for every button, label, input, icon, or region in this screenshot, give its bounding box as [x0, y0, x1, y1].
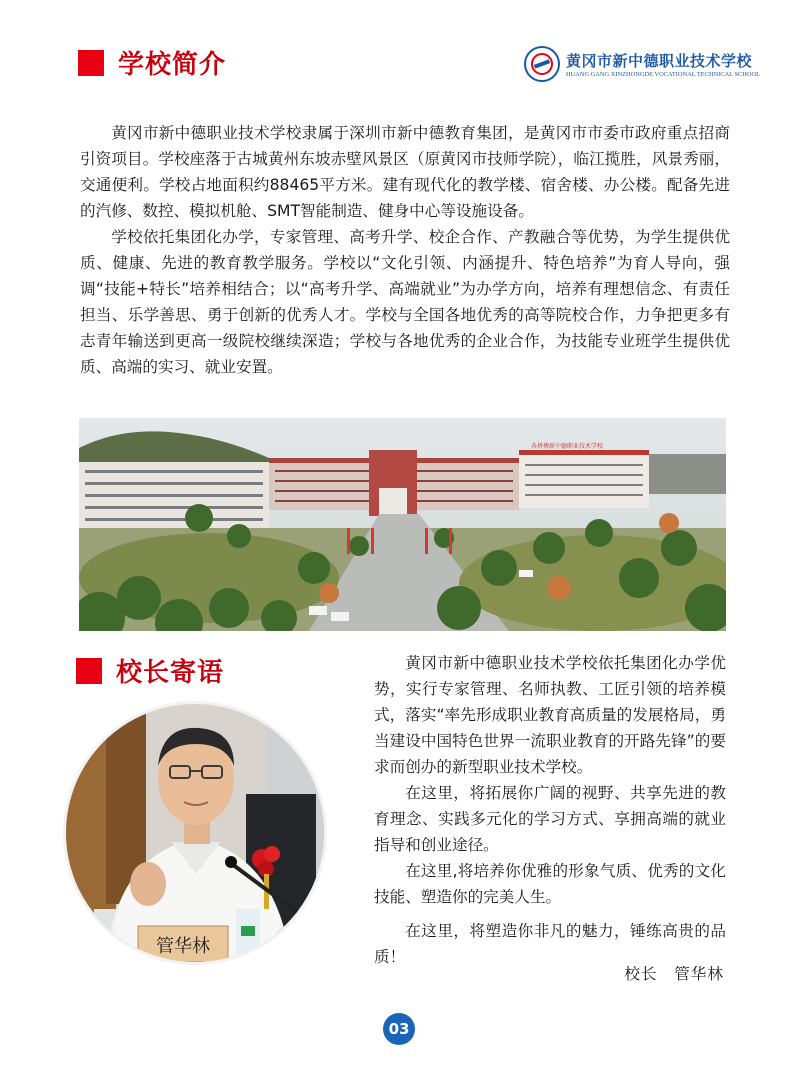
section-title: 学校简介 — [118, 50, 227, 80]
intro-paragraph: 学校依托集团化办学，专家管理、高考升学、校企合作、产教融合等优势，为学生提供优质、健康、先进的教育教学服务。学校以“文化引领、内涵提升、特色培养”为育人导向，强调“技能+特长”培养相结合；以“高考升学、高端就业”为办学方向，培养有理想信念、有责任担当、乐学善思、勇于创新的优秀人才。学校与全国各地优秀的高等院校合作，力争把更多有志青年输送到更高一级院校继续深造；学校与各地优秀的企业合作，为技能专业班学生提供优质、高端的实习、就业安置。 — [80, 228, 730, 376]
intro-text — [80, 120, 730, 380]
message-paragraph: 在这里，将塑造你非凡的魅力，锤练高贵的品质！ — [374, 922, 726, 966]
red-square-marker — [76, 658, 102, 684]
principal-message — [374, 650, 726, 970]
message-paragraph: 在这里,将培养你优雅的形象气质、优秀的文化技能、塑造你的完美人生。 — [374, 862, 726, 906]
principal-signature: 校长 管华林 — [624, 965, 724, 983]
intro-paragraph: 黄冈市新中德职业技术学校隶属于深圳市新中德教育集团，是黄冈市市委市政府重点招商引资项目。学校座落于古城黄州东坡赤壁风景区（原黄冈市技师学院），临江揽胜，风景秀丽，交通便利。学校占地面积约88465平方米。建有现代化的教学楼、宿舍楼、办公楼。配备先进的汽修、数控、模拟机舱、SMT智能制造、健身中心等设施设备。 — [80, 124, 730, 220]
message-paragraph: 在这里，将拓展你广阔的视野、共享先进的教育理念、实践多元化的学习方式、享拥高端的就业指导和创业途径。 — [374, 784, 726, 854]
school-logo — [524, 46, 760, 82]
section-title: 校长寄语 — [116, 658, 225, 688]
section-header-intro — [78, 44, 226, 81]
page-number-badge: 03 — [383, 1013, 415, 1045]
campus-banner-text: 各拼搏新中德职业技术学校 — [531, 443, 604, 450]
school-name-cn: 黄冈市新中德职业技术学校 — [566, 52, 753, 70]
school-emblem-icon — [524, 46, 560, 82]
section-header-principal — [76, 652, 224, 689]
message-paragraph: 黄冈市新中德职业技术学校依托集团化办学优势，实行专家管理、名师执教、工匠引领的培养模式，落实“率先形成职业教育高质量的发展格局，勇当建设中国特色世界一流职业教育的开路先锋”的要求而创办的新型职业技术学校。 — [374, 654, 726, 776]
school-name-en: HUANG GANG XINZHONGDE VOCATIONAL TECHNICAL SCHOOL — [566, 71, 761, 78]
nameplate-text: 管华林 — [156, 936, 210, 957]
campus-aerial-photo — [79, 418, 726, 631]
principal-portrait — [66, 704, 324, 962]
red-square-marker — [78, 50, 104, 76]
